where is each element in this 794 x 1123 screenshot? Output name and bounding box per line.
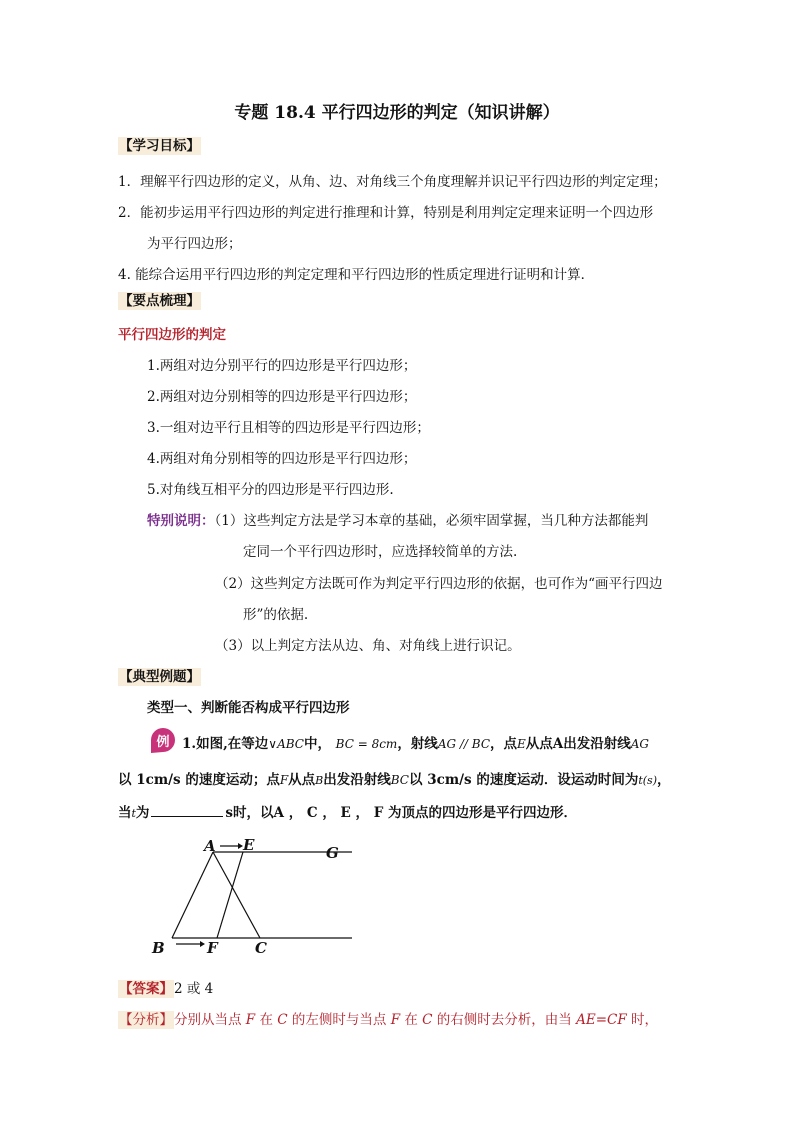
ex-l1-c: 中， [303,736,331,752]
answer-line [118,977,213,997]
ex-l1-h: E [517,737,526,751]
type-heading: 类型一、判断能否构成平行四边形 [147,700,350,716]
keypoints-tag [118,289,201,309]
answer-tag: 【答案】 [119,981,173,997]
an-b: F [245,1012,256,1028]
label-G: G [326,844,339,862]
ex-l1-f: AG // BC [437,737,491,751]
objective-1: 1．理解平行四边形的定义，从角、边、对角线三个角度理解并识记平行四边形的判定定理； [118,174,667,190]
label-E: E [243,836,255,854]
an-d: C [277,1012,288,1028]
page-title: 专题 18.4 平行四边形的判定（知识讲解） [234,103,560,123]
ex-l3-b: t [131,807,136,820]
analysis-tag: 【分析】 [119,1012,173,1028]
an-i: 的右侧时去分析，由当 [432,1012,577,1028]
keypoint-2: 2.两组对边分别相等的四边形是平行四边形； [147,389,417,405]
an-h: C [422,1012,433,1028]
ex-l1-j: AG [630,737,650,751]
an-c: 在 [255,1012,278,1028]
side-AC [213,852,260,938]
example-line-2 [118,768,671,788]
example-line-3 [118,801,577,821]
ex-l2-e: 出发沿射线 [323,772,391,788]
ex-l3-d: s时，以A ， C ， E ， F 为顶点的四边形是平行四边形． [225,805,578,821]
keypoint-3: 3.一组对边平行且相等的四边形是平行四边形； [147,420,430,436]
analysis-line [118,1008,658,1028]
ex-l2-a: 以 1cm/s 的速度运动；点 [118,772,280,788]
ex-l3-a: 当 [118,805,132,821]
ex-l2-c: 从点 [288,772,316,788]
ex-l2-i: ， [657,772,671,788]
ex-l1-d: BC = 8cm [335,737,398,751]
an-k: 时， [626,1012,659,1028]
examples-tag-label: 【典型例题】 [119,669,200,685]
label-B: B [152,939,165,957]
objective-2: 2．能初步运用平行四边形的判定进行推理和计算，特别是利用判定定理来证明一个四边形 [118,205,654,221]
ex-l1-a: 1.如图,在等边 [182,736,269,752]
arrow-BF-head [200,941,205,947]
segment-EF [217,852,243,938]
special-note-line-1 [147,509,648,529]
label-A: A [204,837,216,855]
ex-l2-g: 以 3cm/s 的速度运动．设运动时间为 [409,772,639,788]
geometry-figure [140,834,370,964]
an-a: 分别从当点 [174,1012,246,1028]
ex-l2-h: t(s) [638,774,657,787]
special-note-line-2: 定同一个平行四边形时，应选择较简单的方法. [243,544,518,560]
an-f: F [390,1012,401,1028]
ex-l2-d: B [315,774,324,787]
keypoint-1: 1.两组对边分别平行的四边形是平行四边形； [147,358,417,374]
objective-2-cont: 为平行四边形； [147,236,242,252]
example-badge-icon [148,726,178,756]
answer-value: 2 或 4 [174,981,214,997]
keypoints-tag-label: 【要点梳理】 [119,293,200,309]
special-note-label: 特别说明： [147,513,215,529]
objective-4: 4. 能综合运用平行四边形的判定定理和平行四边形的性质定理进行证明和计算． [118,267,595,283]
ex-l1-i: 从点A出发沿射线 [525,736,631,752]
keypoint-4: 4.两组对角分别相等的四边形是平行四边形； [147,451,417,467]
ex-l2-b: F [279,773,289,787]
example-line-1 [182,732,649,752]
special-note-line-5: （3）以上判定方法从边、角、对角线上进行识记。 [215,638,521,654]
keypoint-heading: 平行四边形的判定 [118,327,226,343]
keypoint-5: 5.对角线互相平分的四边形是平行四边形. [147,482,394,498]
label-F: F [207,939,218,957]
ex-l2-f: BC [390,773,409,787]
ex-l1-e: ，射线 [397,736,438,752]
an-j: AE=CF [576,1012,627,1028]
answer-blank[interactable] [151,804,223,817]
example-badge-label: 例 [156,735,170,750]
ex-l1-b: ∨ABC [268,737,304,751]
ex-l1-g: ，点 [490,736,518,752]
special-note-line-3: （2）这些判定方法既可作为判定平行四边形的依据，也可作为“画平行四边 [215,576,663,592]
side-AB [172,852,213,938]
examples-tag [118,665,201,685]
ex-l3-c: 为 [135,805,150,821]
objectives-tag-label: 【学习目标】 [119,138,200,154]
special-note-text-1: （1）这些判定方法是学习本章的基础，必须牢固掌握，当几种方法都能判 [214,513,649,529]
an-g: 在 [400,1012,423,1028]
label-C: C [255,939,267,957]
special-note-line-4: 形”的依据. [243,607,309,623]
an-e: 的左侧时与当点 [287,1012,391,1028]
objectives-tag [118,134,201,154]
